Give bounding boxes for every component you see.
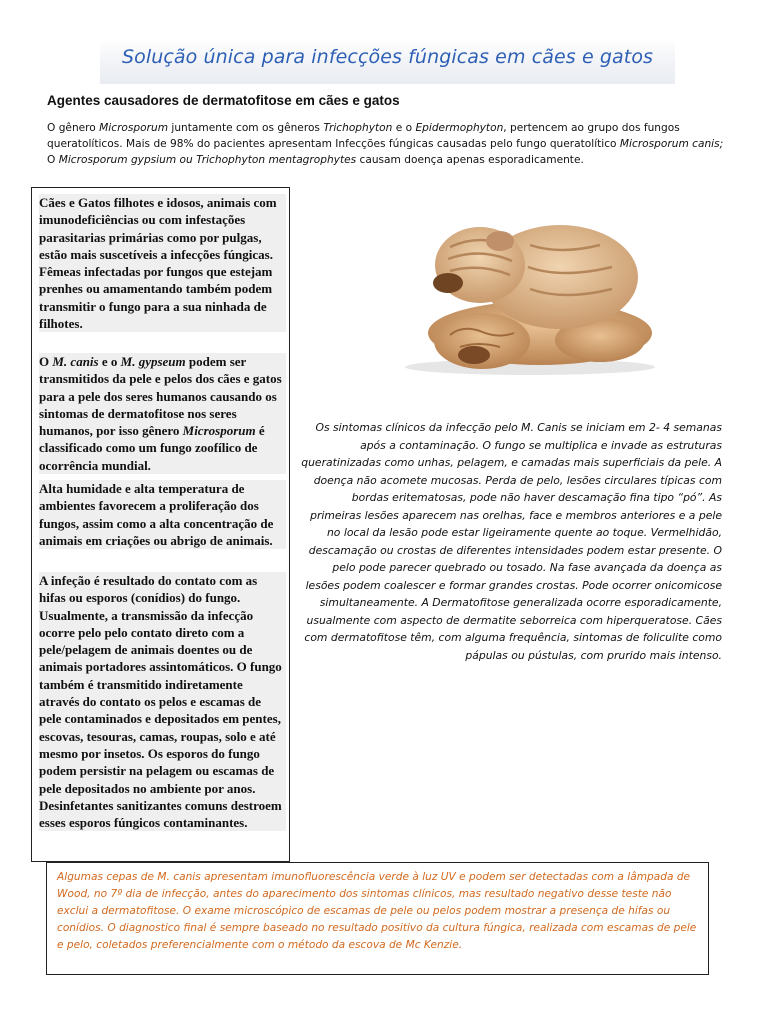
intro-paragraph: O gênero Microsporum juntamente com os gêneros Trichophyton e o Epidermophyton, pertencem ao grupo dos fungos queratolíticos. Mais de 98% do pacientes apresentam Infecções fúngicas causadas pelo fungo queratolítico Microsporum canis; O Microsporum gypsium ou Trichophyton mentagrophytes causam doença apenas esporadicamente.	[47, 122, 724, 166]
page-title: Solução única para infecções fúngicas em cães e gatos	[121, 46, 654, 68]
two-sharpei-puppies-photo	[390, 205, 660, 385]
section-subtitle: Agentes causadores de dermatofitose em cães e gatos	[47, 93, 400, 108]
diagnosis-box	[46, 862, 709, 975]
info-paragraph-environment: Alta humidade e alta temperatura de ambientes favorecem a proliferação dos fungos, assim como a alta concentração de animais em criações ou abrigo de animais.	[39, 480, 286, 549]
diagnosis-paragraph: Algumas cepas de M. canis apresentam imunofluorescência verde à luz UV e podem ser detectadas com a lâmpada de Wood, no 7º dia de infecção, antes do aparecimento dos sintomas clínicos, mas resultado negativo desse teste não exclui a dermatofitose. O exame microscópico de escamas de pele ou pelos podem mostrar a presença de hifas ou conídios. O diagnostico final é sempre baseado no resultado positivo da cultura fúngica, realizada com escamas de pele e pelo, coletados preferencialmente com o método da escova de Mc Kenzie.	[57, 871, 697, 951]
title-band	[100, 38, 675, 84]
info-paragraph-transmission: A infeção é resultado do contato com as hifas ou esporos (conídios) do fungo. Usualmente, a transmissão da infecção ocorre pelo pelo contato direto com a pele/pelagem de animais doentes ou de animais portadores assintomáticos. O fungo também é transmitido indiretamente através do contato os pelos e escamas de pele contaminados e depositados em pentes, escovas, tesouras, camas, roupas, solo e até mesmo por insetos. Os esporos do fungo podem persistir na pelagem ou escamas de pele depositados no ambiente por anos. Desinfetantes sanitizantes comuns destroem esses esporos fúngicos contaminantes.	[39, 572, 286, 831]
info-paragraph-zoonosis: O M. canis e o M. gypseum podem ser transmitidos da pele e pelos dos cães e gatos para a pele dos seres humanos causando os sintomas de dermatofitose nos seres humanos, por isso gênero Microsporum é classificado como um fungo zoofílico de ocorrência mundial.	[39, 353, 286, 474]
symptoms-paragraph: Os sintomas clínicos da infecção pelo M. Canis se iniciam em 2- 4 semanas após a contaminação. O fungo se multiplica e invade as estruturas queratinizadas como unhas, pelagem, e camadas mais superficiais da pele. A doença não acomete mucosas. Perda de pelo, lesões circulares típicas com bordas eritematosas, pode não haver descamação fina tipo “pó”. As primeiras lesões aparecem nas orelhas, face e membros anteriores e a pele no local da lesão pode estar ligeiramente quente ao toque. Vermelhidão, descamação ou crostas de diferentes intensidades podem estar presente. O pelo pode parecer quebrado ou tosado. Na fase avançada da doença as lesões podem coalescer e formar grandes crostas. Pode ocorrer onicomicose simultaneamente. A Dermatofitose generalizada ocorre esporadicamente, usualmente com aspecto de dermatite seborreica com hiperqueratose. Cães com dermatofitose têm, com alguma frequência, sintomas de foliculite como pápulas ou pústulas, com prurido mais intenso.	[301, 421, 722, 662]
left-info-box	[31, 187, 290, 862]
info-paragraph-susceptibility: Cães e Gatos filhotes e idosos, animais com imunodeficiências ou com infestações parasitarias primárias como por pulgas, estão mais suscetíveis a infecções fúngicas. Fêmeas infectadas por fungos que estejam prenhes ou amamentando também podem transmitir o fungo para a sua ninhada de filhotes.	[39, 194, 286, 332]
